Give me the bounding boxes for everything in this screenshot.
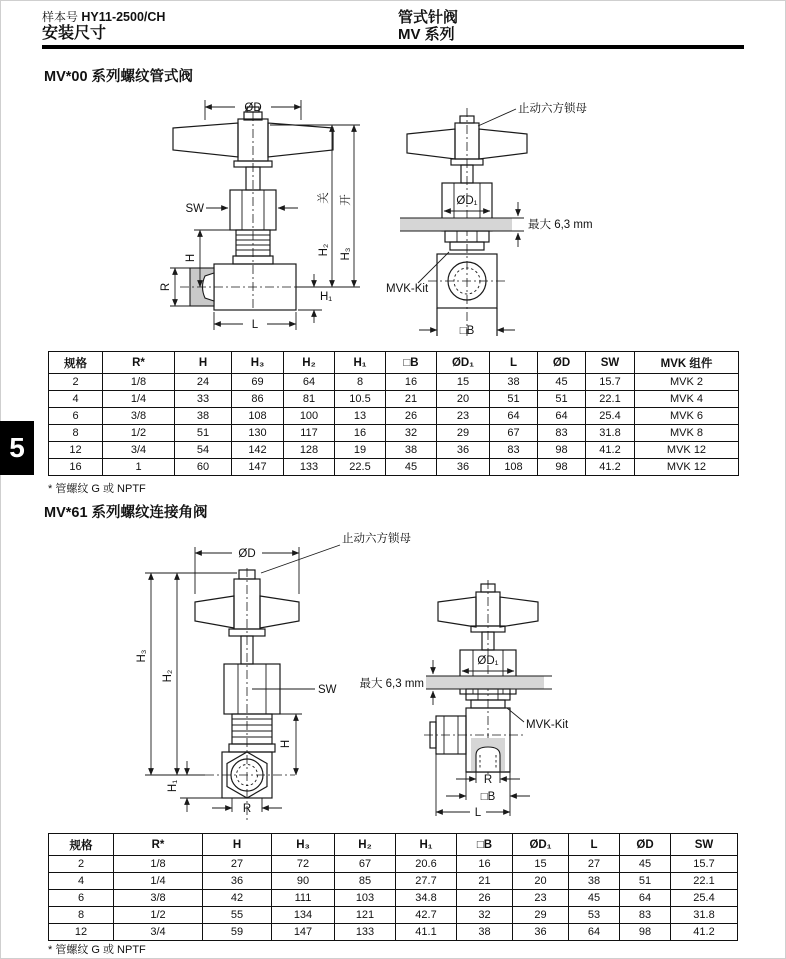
- table-cell: 51: [620, 873, 671, 890]
- table-cell: 22.5: [335, 459, 386, 476]
- dim-label-h: H: [280, 739, 292, 749]
- table-cell: 64: [490, 408, 538, 425]
- table-cell: 4: [49, 391, 103, 408]
- table-cell: 19: [335, 442, 386, 459]
- table-cell: 128: [284, 442, 335, 459]
- catalog-label: 样本号: [42, 10, 79, 24]
- table-cell: 83: [490, 442, 538, 459]
- column-header: □B: [386, 352, 437, 374]
- table-cell: 3/8: [103, 408, 175, 425]
- table-cell: 81: [284, 391, 335, 408]
- dim-label-sw: SW: [185, 203, 204, 215]
- table-cell: 12: [49, 924, 114, 941]
- table-cell: 45: [386, 459, 437, 476]
- table-cell: 38: [457, 924, 513, 941]
- table-cell: 8: [49, 425, 103, 442]
- table-cell: 41.2: [586, 459, 635, 476]
- product-series: MV 系列: [398, 26, 455, 43]
- table-cell: MVK 8: [635, 425, 739, 442]
- table-cell: 22.1: [586, 391, 635, 408]
- table-cell: 3/8: [114, 890, 203, 907]
- table-cell: 45: [620, 856, 671, 873]
- table-cell: 27: [203, 856, 272, 873]
- dim-label-sw: SW: [318, 684, 337, 696]
- column-header: □B: [457, 834, 513, 856]
- table-cell: 25.4: [671, 890, 738, 907]
- table-cell: 2: [49, 374, 103, 391]
- table-cell: 32: [386, 425, 437, 442]
- table-cell: 21: [457, 873, 513, 890]
- column-header: H₁: [335, 352, 386, 374]
- table-cell: 42: [203, 890, 272, 907]
- column-header: R*: [103, 352, 175, 374]
- table-cell: 98: [620, 924, 671, 941]
- catalog-number: HY11-2500/CH: [81, 10, 166, 24]
- panel-max-label: 最大 6,3 mm: [528, 219, 593, 231]
- table-cell: 26: [457, 890, 513, 907]
- dim-label-od: ØD: [244, 102, 262, 114]
- table-cell: 36: [437, 442, 490, 459]
- table-cell: 1/2: [114, 907, 203, 924]
- table-cell: 16: [386, 374, 437, 391]
- table-cell: 21: [386, 391, 437, 408]
- table-cell: 1/8: [114, 856, 203, 873]
- table-row: [49, 924, 738, 941]
- table-cell: 31.8: [586, 425, 635, 442]
- table-cell: 31.8: [671, 907, 738, 924]
- table-cell: 8: [49, 907, 114, 924]
- table-cell: 15: [437, 374, 490, 391]
- table-row: [49, 442, 739, 459]
- column-header: H₂: [335, 834, 396, 856]
- table-row: [49, 873, 738, 890]
- dim-label-l: L: [474, 807, 482, 819]
- column-header: H: [175, 352, 232, 374]
- table-cell: 29: [437, 425, 490, 442]
- section2-title: MV*61 系列螺纹连接角阀: [44, 505, 208, 521]
- mv00-dimension-table: [48, 351, 739, 476]
- table-cell: 41.2: [586, 442, 635, 459]
- column-header: ØD: [538, 352, 586, 374]
- mvk-kit-label: MVK-Kit: [526, 719, 569, 731]
- table-row: [49, 374, 739, 391]
- section2-footnote: * 管螺纹 G 或 NPTF: [48, 944, 146, 956]
- table-cell: 98: [538, 442, 586, 459]
- table-header-row: [49, 352, 739, 374]
- column-header: SW: [586, 352, 635, 374]
- product-title: 管式针阀: [398, 9, 459, 26]
- table-cell: 67: [490, 425, 538, 442]
- column-header: L: [490, 352, 538, 374]
- table-cell: 27: [569, 856, 620, 873]
- table-cell: 53: [569, 907, 620, 924]
- table-cell: 147: [272, 924, 335, 941]
- section1-title: MV*00 系列螺纹管式阀: [44, 69, 194, 85]
- table-cell: 108: [232, 408, 284, 425]
- table-cell: 133: [284, 459, 335, 476]
- table-cell: 41.1: [396, 924, 457, 941]
- column-header: SW: [671, 834, 738, 856]
- column-header: MVK 组件: [635, 352, 739, 374]
- table-cell: 1/4: [103, 391, 175, 408]
- table-cell: MVK 12: [635, 442, 739, 459]
- table-cell: 83: [620, 907, 671, 924]
- table-cell: 1/4: [114, 873, 203, 890]
- table-cell: 67: [335, 856, 396, 873]
- table-cell: 23: [437, 408, 490, 425]
- table-cell: MVK 2: [635, 374, 739, 391]
- table-cell: 1/2: [103, 425, 175, 442]
- table-cell: 147: [232, 459, 284, 476]
- table-cell: 38: [490, 374, 538, 391]
- table-cell: 64: [538, 408, 586, 425]
- table-cell: 6: [49, 408, 103, 425]
- column-header: H: [203, 834, 272, 856]
- table-cell: 86: [232, 391, 284, 408]
- table-cell: 59: [203, 924, 272, 941]
- table-cell: 38: [569, 873, 620, 890]
- dim-label-h: H: [185, 253, 197, 263]
- table-cell: 33: [175, 391, 232, 408]
- table-header-row: [49, 834, 738, 856]
- table-cell: 72: [272, 856, 335, 873]
- column-header: 规格: [49, 834, 114, 856]
- mv61-panel-view-diagram: [330, 552, 660, 827]
- table-cell: 13: [335, 408, 386, 425]
- table-cell: 29: [513, 907, 569, 924]
- dim-label-h3: H₃: [136, 649, 148, 663]
- table-cell: 10.5: [335, 391, 386, 408]
- table-cell: 27.7: [396, 873, 457, 890]
- table-cell: 130: [232, 425, 284, 442]
- dim-label-closed: 关: [318, 192, 330, 204]
- table-cell: MVK 4: [635, 391, 739, 408]
- table-cell: 32: [457, 907, 513, 924]
- table-cell: 42.7: [396, 907, 457, 924]
- table-cell: 117: [284, 425, 335, 442]
- table-cell: MVK 12: [635, 459, 739, 476]
- table-cell: 51: [175, 425, 232, 442]
- dim-label-h1: H₁: [167, 779, 179, 793]
- table-cell: 1: [103, 459, 175, 476]
- table-cell: 100: [284, 408, 335, 425]
- table-cell: 55: [203, 907, 272, 924]
- table-cell: 6: [49, 890, 114, 907]
- table-cell: 22.1: [671, 873, 738, 890]
- page-tab-number: 5: [0, 421, 34, 475]
- table-cell: 16: [49, 459, 103, 476]
- table-cell: 41.2: [671, 924, 738, 941]
- dim-label-l: L: [251, 319, 259, 331]
- table-cell: 36: [203, 873, 272, 890]
- column-header: H₃: [232, 352, 284, 374]
- table-cell: 51: [538, 391, 586, 408]
- table-cell: 3/4: [114, 924, 203, 941]
- column-header: ØD₁: [437, 352, 490, 374]
- table-cell: 103: [335, 890, 396, 907]
- table-row: [49, 425, 739, 442]
- header-rule: [42, 45, 744, 49]
- table-cell: 3/4: [103, 442, 175, 459]
- table-cell: MVK 6: [635, 408, 739, 425]
- table-cell: 69: [232, 374, 284, 391]
- table-cell: 98: [538, 459, 586, 476]
- table-row: [49, 890, 738, 907]
- table-cell: 8: [335, 374, 386, 391]
- header-right: [398, 9, 458, 43]
- panel-max-label: 最大 6,3 mm: [359, 678, 424, 690]
- table-cell: 54: [175, 442, 232, 459]
- table-cell: 60: [175, 459, 232, 476]
- mv61-dimension-table: [48, 833, 738, 941]
- column-header: 规格: [49, 352, 103, 374]
- table-row: [49, 459, 739, 476]
- table-cell: 1/8: [103, 374, 175, 391]
- column-header: H₃: [272, 834, 335, 856]
- section1-footnote: * 管螺纹 G 或 NPTF: [48, 483, 146, 495]
- table-row: [49, 856, 738, 873]
- table-row: [49, 907, 738, 924]
- column-header: L: [569, 834, 620, 856]
- dim-label-h2: H₂: [162, 669, 174, 683]
- table-cell: 134: [272, 907, 335, 924]
- table-cell: 45: [538, 374, 586, 391]
- table-cell: 133: [335, 924, 396, 941]
- table-cell: 90: [272, 873, 335, 890]
- mv00-front-view-diagram: [146, 88, 366, 336]
- table-cell: 4: [49, 873, 114, 890]
- dim-label-od1: ØD₁: [456, 195, 478, 207]
- dim-label-b: □B: [459, 325, 475, 337]
- dim-label-h1: H₁: [320, 291, 333, 303]
- table-cell: 20: [513, 873, 569, 890]
- table-cell: 142: [232, 442, 284, 459]
- dim-label-open: 开: [340, 194, 352, 206]
- table-cell: 121: [335, 907, 396, 924]
- column-header: H₂: [284, 352, 335, 374]
- table-cell: 51: [490, 391, 538, 408]
- column-header: ØD₁: [513, 834, 569, 856]
- column-header: H₁: [396, 834, 457, 856]
- table-cell: 36: [513, 924, 569, 941]
- table-cell: 15.7: [671, 856, 738, 873]
- lock-nut-label: 止动六方锁母: [518, 103, 587, 115]
- table-cell: 23: [513, 890, 569, 907]
- dim-label-r: R: [483, 774, 493, 786]
- table-cell: 20.6: [396, 856, 457, 873]
- dim-label-r: R: [160, 282, 172, 292]
- table-cell: 45: [569, 890, 620, 907]
- table-cell: 24: [175, 374, 232, 391]
- table-cell: 15: [513, 856, 569, 873]
- table-cell: 85: [335, 873, 396, 890]
- table-cell: 36: [437, 459, 490, 476]
- table-cell: 34.8: [396, 890, 457, 907]
- dim-label-od1: ØD₁: [477, 655, 499, 667]
- dim-label-h3: H₃: [340, 247, 352, 261]
- dim-label-h2: H₂: [318, 243, 330, 257]
- catalog-number-line: [42, 9, 165, 25]
- table-cell: 16: [457, 856, 513, 873]
- table-cell: 38: [175, 408, 232, 425]
- table-row: [49, 408, 739, 425]
- table-cell: 2: [49, 856, 114, 873]
- mvk-kit-label: MVK-Kit: [386, 283, 429, 295]
- table-cell: 38: [386, 442, 437, 459]
- table-cell: 16: [335, 425, 386, 442]
- table-cell: 64: [284, 374, 335, 391]
- table-cell: 20: [437, 391, 490, 408]
- dim-label-b: □B: [480, 791, 496, 803]
- table-cell: 111: [272, 890, 335, 907]
- table-cell: 64: [620, 890, 671, 907]
- table-cell: 83: [538, 425, 586, 442]
- table-cell: 15.7: [586, 374, 635, 391]
- table-row: [49, 391, 739, 408]
- table-cell: 26: [386, 408, 437, 425]
- lock-nut-label: 止动六方锁母: [342, 533, 411, 545]
- dim-label-od: ØD: [238, 548, 256, 560]
- page-subject: 安装尺寸: [42, 25, 107, 42]
- header-left: [42, 9, 165, 42]
- dim-label-r: R: [242, 803, 252, 815]
- table-cell: 25.4: [586, 408, 635, 425]
- column-header: ØD: [620, 834, 671, 856]
- table-cell: 12: [49, 442, 103, 459]
- table-cell: 108: [490, 459, 538, 476]
- table-cell: 64: [569, 924, 620, 941]
- column-header: R*: [114, 834, 203, 856]
- mv00-panel-view-diagram: [372, 92, 618, 342]
